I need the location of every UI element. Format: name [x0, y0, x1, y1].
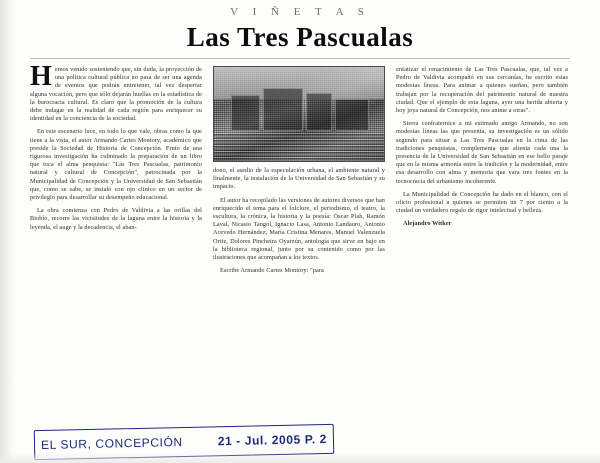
- paragraph: dono, el asedio de la especulación urbana, el ambiente natural y finalmente, la instalación de la Universidad de San Sebastián y su impacto.: [213, 167, 385, 191]
- column-3: [396, 66, 568, 421]
- article-columns: [30, 61, 570, 421]
- paragraph: enfatizar el renacimiento de Las Tres Pascualas, que, tal vez a Pedro de Valdivia acompañó en sus cercanías, he escrito estas modestas líneas. Para animar a quienes sueñan, pero también trabajan por la recuperación del patrimonio natural de nuestra ciudad. Que el ejemplo de esta laguna, ayer una herida abierta y hoy joya natural de Concepción, nos anime a otras".: [396, 66, 568, 115]
- stamp-publication: EL SUR, CONCEPCIÓN: [40, 435, 183, 452]
- photo-building: [263, 88, 302, 131]
- paragraph: La Municipalidad de Concepción ha dado en el blanco, con el oficio profesional a quienes se permiten un 7 por ciento a la ciudad un verdadero regalo de rigor intelectual y belleza.: [396, 190, 568, 215]
- paragraph: Sierra confraternice a mi estimado amigo Armando, no son modestas líneas las que presenta, su investigación es un sólido segundo para situar a Las Tres Pascualas en la cima de las tradiciones penquistas, complementa que alienta cada una la presencia de la Universidad de San Sebastián en ese bello paraje que en la misma armonía entre la tradición y la modernidad, entre esa desarrollo con alma y memoria que vara tres fontes en la tecnocracia del urbanismo incoherente.: [396, 120, 568, 185]
- paragraph: El autor ha recopilado las versiones de autores diversos que han enriquecido el tema para el folclore, el periodismo, el teatro, la escultura, la crónica, la historia y la poesía: Óscar Plah, Ramón Laval, Nicasio Tangol, Ignacio Lasa, Antonio Landauro, Antonio Acevedo Hernández, María Cristina Menares, Manuel Valenzuela Ortiz, Dolores Pincheira Oyarzún, antología que sirve en bajo en la biblioteca regional, junto por su contenido como por las ilustraciones que acompañan a los textos.: [213, 196, 385, 262]
- lead-paragraph: [30, 61, 202, 123]
- scan-edge-left: [0, 0, 14, 463]
- paragraph: En este escenario luce, en todo lo que vale, obras como la que tiene a la vista, el autor Armando Cartes Montory, académico que preside la Sociedad de Historia de Concepción. Fruto de una rigurosa investigación ha culminado la preparación de un libro que toca el alma penquista: "Las Tres Pascualas, patrimonio natural y cultural de Concepción", patrocinada por la Municipalidad de Concepción y la Universidad de San Sebastián que, como se sabe, se instaló con ojo clínico en un sector de privilegio para desarrollar su desempeño educacional.: [30, 128, 202, 202]
- paragraph: Escribe Armando Cartes Montory: "para: [220, 267, 324, 275]
- photo-building: [231, 95, 260, 131]
- author-signature: Alejandro Witker: [403, 220, 452, 228]
- stamp-date-page: 21 - Jul. 2005 P. 2: [217, 432, 328, 449]
- column-2: [213, 66, 385, 421]
- page-title: Las Tres Pascualas: [186, 22, 414, 52]
- header-divider: [30, 58, 570, 59]
- drop-cap: H: [30, 61, 52, 92]
- column-1: [30, 61, 202, 421]
- section-kicker: V I Ñ E T A S: [230, 6, 370, 18]
- photo-water: [214, 133, 384, 161]
- photo-building: [335, 99, 369, 131]
- lagoon-photo: [213, 66, 385, 162]
- paragraph-text: emos venido sosteniendo que, sin duda, la proyección de una política cultural pública no pasa de ser una agenda de eventos que podrán entretener, tal vez despertar alguna vocación, pero que sólo dejarán huellas en la estadística de la burocracia cultural. Es claro que la promoción de la cultura debe indagar en la realidad de cada región para enriquecer su identidad en la conciencia de la sociedad.: [30, 66, 202, 123]
- scan-edge-bottom: [0, 453, 600, 463]
- photo-building: [306, 93, 332, 131]
- paragraph: La obra comienza con Pedro de Valdivia a las orillas del Biobío, recorre las vicisitudes de la laguna entre la historia y la leyenda, el auge y la decadencia, el aban-: [30, 207, 202, 231]
